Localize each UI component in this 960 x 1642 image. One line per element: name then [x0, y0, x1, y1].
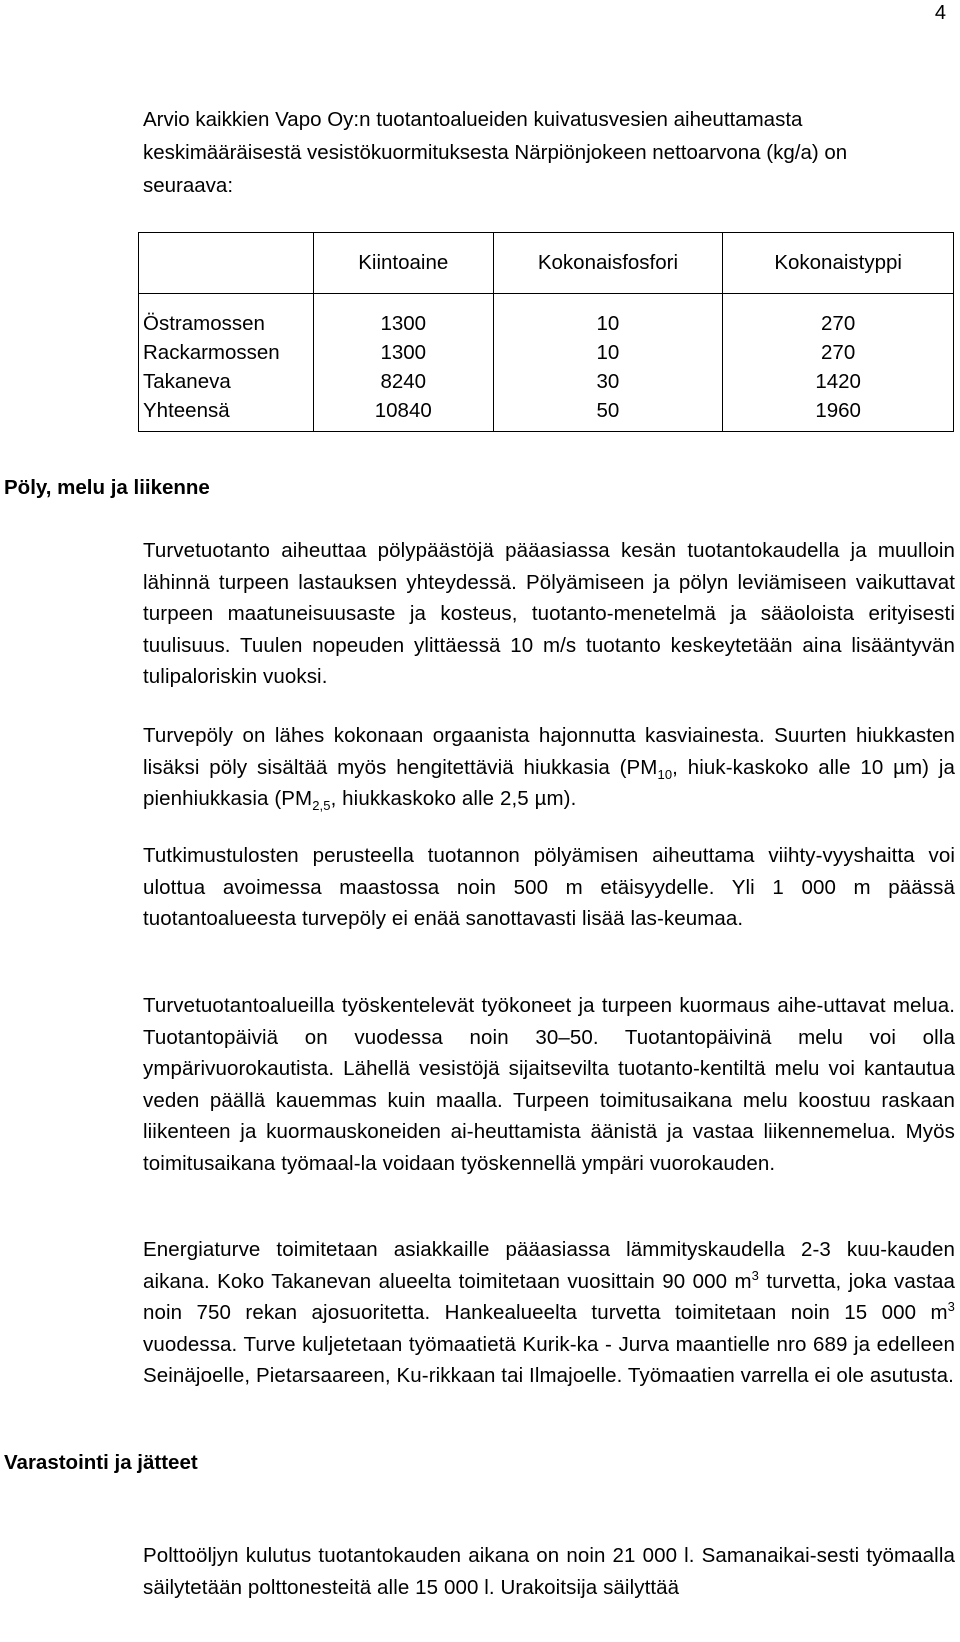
table-cell-name: Östramossen	[139, 294, 314, 339]
table-cell-name: Rackarmossen	[139, 338, 314, 367]
table-cell: 10	[493, 294, 723, 339]
table-header-cell: Kokonaisfosfori	[493, 233, 723, 294]
section-heading-storage-waste: Varastointi ja jätteet	[4, 1451, 198, 1474]
paragraph-dust: Turvetuotanto aiheuttaa pölypäästöjä pääasiassa kesän tuotantokaudella ja muulloin lähinnä turpeen lastauksen yhteydessä. Pölyämiseen ja pölyn leviämiseen vaikuttavat turpeen maatuneisuusaste ja kosteus, tuotanto-menetelmä ja sääoloista erityisesti tuulisuus. Tuulen nopeuden ylittäessä 10 m/s tuotanto keskeytetään aina lisääntyvän tulipaloriskin vuoksi.	[143, 539, 955, 689]
table-header-cell: Kokonaistyppi	[723, 233, 954, 294]
paragraph-traffic: Energiaturve toimitetaan asiakkaille pääasiassa lämmityskaudella 2-3 kuu-kauden aikana. Koko Takanevan alueelta toimitetaan vuosittain 90 000 $m^3$ turvetta, joka vastaa noin 750 rekan ajosuoritetta. Hankealueelta turvetta toimitetaan noin 15 000 $m^3$ vuodessa. Turve kuljetetaan työmaatietä Kurik-ka - Jurva maantielle nro 689 ja edelleen Seinäjoelle, Pietarsaareen, Ku-rikkaan tai Ilmajoelle. Työmaatien varrella ei ole asutusta.	[143, 1238, 955, 1388]
table-header-cell	[139, 233, 314, 294]
intro-paragraph: Arvio kaikkien Vapo Oy:n tuotantoalueiden kuivatusvesien aiheuttamasta keskimääräisestä vesistökuormituksesta Närpiönjokeen nettoarvona (kg/a) on seuraava:	[143, 108, 848, 197]
table-cell: 8240	[313, 367, 493, 396]
table-cell: 50	[493, 396, 723, 432]
table-cell: 1420	[723, 367, 954, 396]
table-row	[139, 396, 954, 432]
paragraph-dust-distance: Tutkimustulosten perusteella tuotannon pölyämisen aiheuttama viihty-vyyshaitta voi ulottua avoimessa maastossa noin 500 m etäisyydelle. Yli 1 000 m päässä tuotantoalueesta turvepöly ei enää sanottavasti lisää las-keumaa.	[143, 844, 955, 931]
table-cell: 270	[723, 338, 954, 367]
table-cell: 1300	[313, 338, 493, 367]
table-header-cell: Kiintoaine	[313, 233, 493, 294]
table-cell: 30	[493, 367, 723, 396]
table-cell: 1960	[723, 396, 954, 432]
load-table	[138, 232, 954, 432]
table-cell-name: Takaneva	[139, 367, 314, 396]
table-header-row	[139, 233, 954, 294]
page-number: 4	[934, 2, 946, 24]
table-cell-name: Yhteensä	[139, 396, 314, 432]
paragraph-fuel-storage: Polttoöljyn kulutus tuotantokauden aikana on noin 21 000 l. Samanaikai-sesti työmaalla säilytetään polttonesteitä alle 15 000 l. Urakoitsija säilyttää	[143, 1544, 955, 1599]
table-row	[139, 338, 954, 367]
section-heading-dust-noise-traffic: Pöly, melu ja liikenne	[4, 476, 210, 499]
paragraph-particles: Turvepöly on lähes kokonaan orgaanista hajonnutta kasviainesta. Suurten hiukkasten lisäksi pöly sisältää myös hengitettäviä hiukkasia ($PM_{10}$, hiuk-kaskoko alle 10 µm) ja pienhiukkasia ($PM_{2,5}$, hiukkaskoko alle 2,5 µm).	[143, 724, 956, 814]
table-cell: 1300	[313, 294, 493, 339]
table-cell: 270	[723, 294, 954, 339]
table-row	[139, 294, 954, 339]
paragraph-noise: Turvetuotantoalueilla työskentelevät työkoneet ja turpeen kuormaus aihe-uttavat melua. Tuotantopäiviä on vuodessa noin 30–50. Tuotantopäivinä melu voi olla ympärivuorokautista. Lähellä vesistöjä sijaitsevilta tuotanto-kentiltä melu voi kantautua veden päällä kauemmas kuin maalla. Turpeen toimitusaikana melu koostuu raskaan liikenteen ja kuormauskoneiden ai-heuttamista äänistä ja vastaa liikennemelua. Myös toimitusaikana työmaal-la voidaan työskennellä ympäri vuorokauden.	[143, 994, 955, 1175]
table-cell: 10840	[313, 396, 493, 432]
table-row	[139, 367, 954, 396]
table-cell: 10	[493, 338, 723, 367]
